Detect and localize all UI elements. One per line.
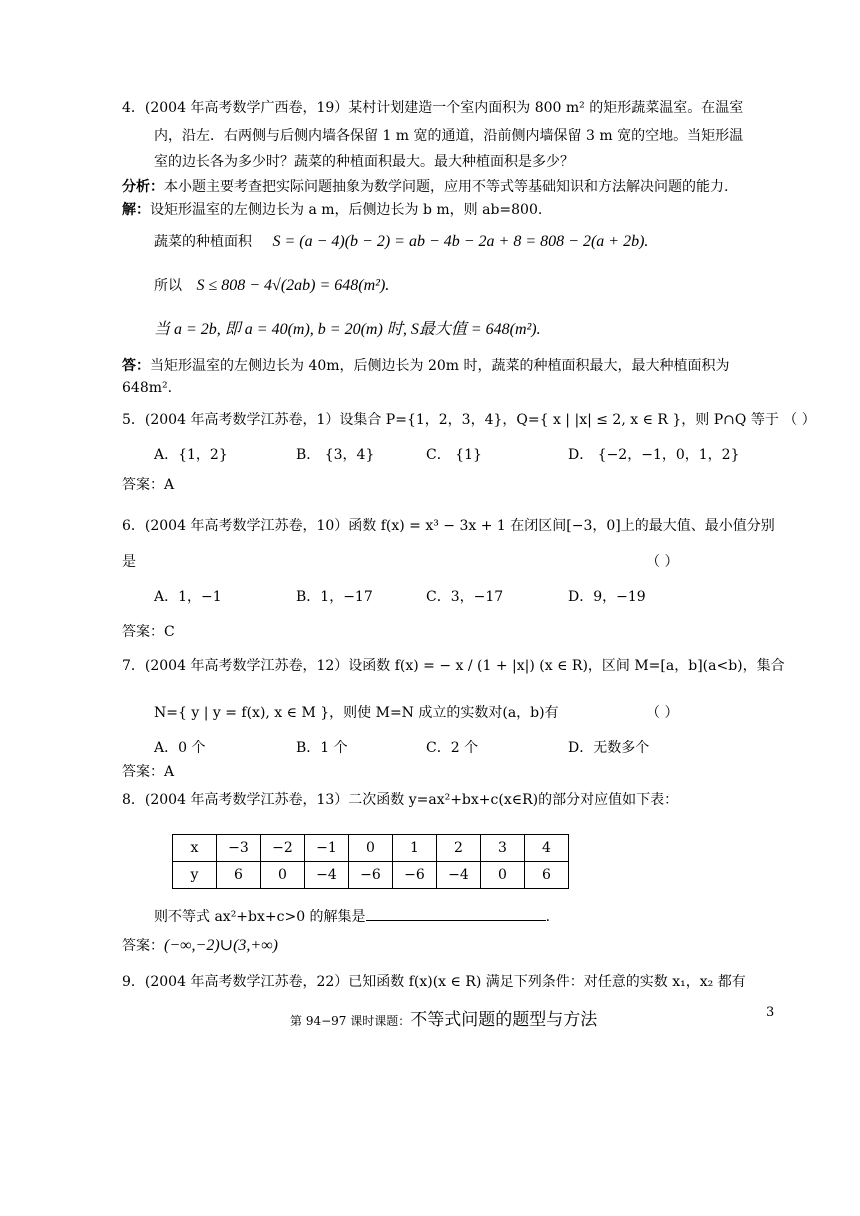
- q7-choice-c: C．2 个: [426, 740, 479, 756]
- q5-stem: 5．(2004 年高考数学江苏卷，1）设集合 P={1，2，3，4}，Q={ x | |x| ≤ 2, x ∈ R }，则 P∩Q 等于 （ ）: [122, 412, 816, 428]
- page-footer: [290, 1010, 597, 1031]
- area-label: 蔬菜的种植面积: [154, 234, 252, 250]
- table-cell: 1: [393, 835, 437, 862]
- q6-choice-d: D．9，−19: [568, 589, 646, 605]
- page-number: 3: [766, 1005, 775, 1020]
- q8-answer: [122, 936, 278, 956]
- q6-paren: （ ）: [646, 554, 679, 570]
- q5-answer: 答案：A: [122, 477, 175, 493]
- solution-text: 设矩形温室的左侧边长为 a m，后侧边长为 b m，则 ab=800.: [150, 202, 543, 218]
- table-cell: −3: [217, 835, 261, 862]
- answer-label: 答案：: [122, 938, 164, 954]
- q4-line-3: 室的边长各为多少时？蔬菜的种植面积最大。最大种植面积是多少？: [154, 154, 574, 170]
- q4-area: [154, 232, 648, 252]
- q9-stem: 9．(2004 年高考数学江苏卷，22）已知函数 f(x)(x ∈ R) 满足下列条件：对任意的实数 x₁，x₂ 都有: [122, 974, 746, 990]
- answer-label: 答：: [122, 358, 150, 374]
- q6-choice-b: B．1，−17: [296, 589, 373, 605]
- so-formula: S ≤ 808 − 4√(2ab) = 648(m²).: [196, 277, 390, 294]
- table-cell: −1: [305, 835, 349, 862]
- answer-blank: [366, 906, 546, 921]
- answer-text: 当矩形温室的左侧边长为 40m，后侧边长为 20m 时，蔬菜的种植面积最大，最大种植面积为: [150, 358, 730, 374]
- table-cell: 2: [437, 835, 481, 862]
- q7-stem-2: N={ y | y = f(x), x ∈ M }，则使 M=N 成立的实数对(a，b)有: [154, 705, 559, 721]
- q7-choice-a: A．0 个: [154, 740, 206, 756]
- q4-solution: [122, 200, 542, 220]
- inequality-end: .: [545, 909, 551, 925]
- q4-answer: [122, 356, 730, 376]
- q8-inequality: [154, 906, 550, 927]
- q8-stem: 8．(2004 年高考数学江苏卷，13）二次函数 y=ax²+bx+c(x∈R)的部分对应值如下表：: [122, 792, 679, 808]
- q6-stem: 6．(2004 年高考数学江苏卷，10）函数 f(x) = x³ − 3x + 1 在闭区间[−3，0]上的最大值、最小值分别: [122, 518, 775, 534]
- table-cell: 0: [349, 835, 393, 862]
- table-cell: 6: [217, 862, 261, 889]
- q4-answer-2: 648m².: [122, 380, 173, 396]
- q5-choice-c: C． {1}: [426, 447, 482, 463]
- q5-choice-b: B． {3，4}: [296, 447, 375, 463]
- q4-analysis: [122, 177, 728, 197]
- table-cell: −6: [349, 862, 393, 889]
- table-cell: y: [173, 862, 217, 889]
- footer-prefix: 第 94−97 课时课题：: [290, 1014, 411, 1028]
- q6-choice-a: A．1，−1: [154, 589, 222, 605]
- so-label: 所以: [154, 278, 182, 294]
- footer-topic: 不等式问题的题型与方法: [410, 1010, 598, 1030]
- table-cell: 0: [481, 862, 525, 889]
- table-cell: −4: [437, 862, 481, 889]
- answer-formula: (−∞,−2)∪(3,+∞): [164, 937, 278, 954]
- table-cell: 3: [481, 835, 525, 862]
- values-table: [172, 834, 569, 889]
- solution-label: 解：: [122, 202, 150, 218]
- q4-so: [154, 276, 389, 296]
- table-row: [173, 835, 569, 862]
- q6-answer: 答案：C: [122, 624, 175, 640]
- q7-choice-d: D．无数多个: [568, 740, 650, 756]
- q6-choice-c: C．3，−17: [426, 589, 504, 605]
- q6-stem-2: 是: [122, 554, 136, 570]
- table-cell: 6: [525, 862, 569, 889]
- q7-stem: 7．(2004 年高考数学江苏卷，12）设函数 f(x) = − x / (1 + |x|) (x ∈ R)，区间 M=[a，b](a<b)，集合: [122, 658, 785, 674]
- table-cell: 0: [261, 862, 305, 889]
- table-row: [173, 862, 569, 889]
- table-cell: −6: [393, 862, 437, 889]
- table-cell: −2: [261, 835, 305, 862]
- q7-paren: （ ）: [646, 705, 679, 721]
- table-cell: −4: [305, 862, 349, 889]
- q5-choice-a: A．{1，2}: [154, 447, 228, 463]
- area-formula: S = (a − 4)(b − 2) = ab − 4b − 2a + 8 = 808 − 2(a + 2b).: [272, 233, 649, 250]
- q4-line-1: 4．(2004 年高考数学广西卷，19）某村计划建造一个室内面积为 800 m² 的矩形蔬菜温室。在温室: [122, 100, 744, 116]
- table-cell: 4: [525, 835, 569, 862]
- q7-choice-b: B．1 个: [296, 740, 348, 756]
- table-cell: x: [173, 835, 217, 862]
- q5-choice-d: D． {−2，−1，0，1，2}: [568, 447, 740, 463]
- analysis-label: 分析：: [122, 179, 164, 195]
- inequality-text: 则不等式 ax²+bx+c>0 的解集是: [154, 909, 366, 925]
- analysis-text: 本小题主要考查把实际问题抽象为数学问题，应用不等式等基础知识和方法解决问题的能力.: [164, 179, 729, 195]
- q4-when: [154, 320, 541, 340]
- when-formula: 当 a = 2b, 即 a = 40(m), b = 20(m) 时, S最大值 = 648(m²).: [154, 321, 541, 338]
- q4-line-2: 内，沿左．右两侧与后侧内墙各保留 1 m 宽的通道，沿前侧内墙保留 3 m 宽的空地。当矩形温: [154, 128, 744, 144]
- q7-answer: 答案：A: [122, 764, 175, 780]
